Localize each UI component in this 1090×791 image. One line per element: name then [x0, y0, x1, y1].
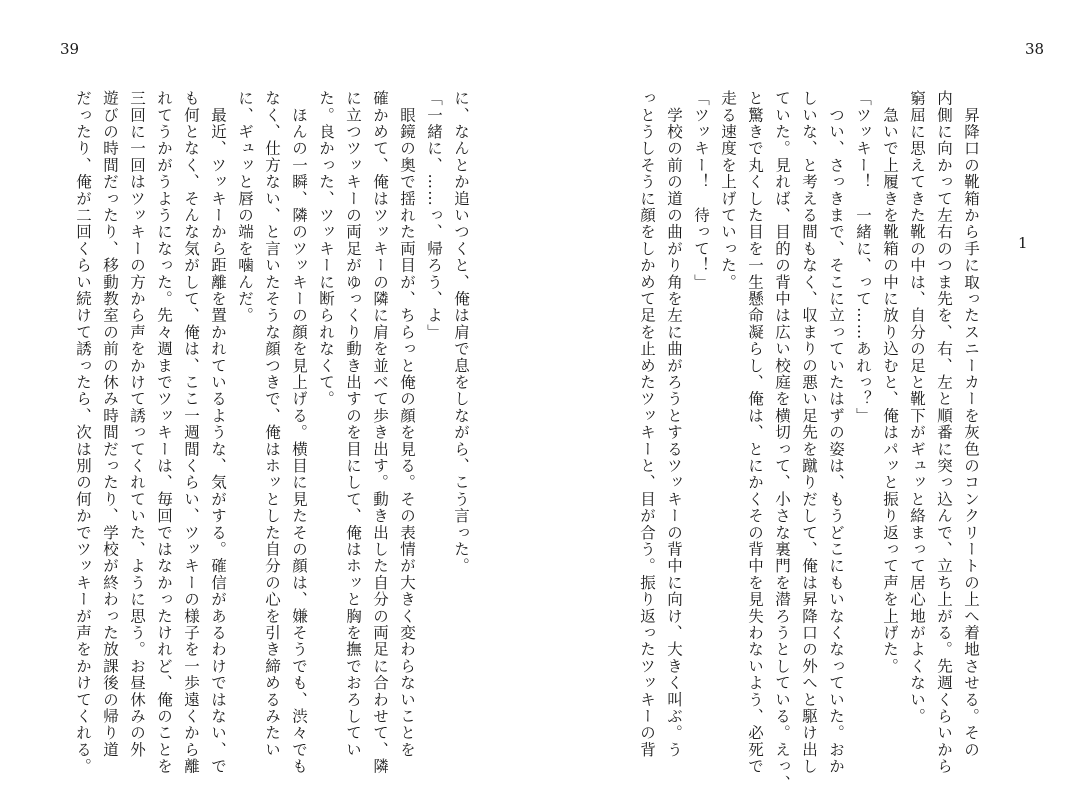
text-line: 最近、ツッキーから距離を置かれているような、気がする。確信があるわけではない、で [209, 90, 227, 775]
text-line: 「ツッキー！ 一緒に、って……あれっ？」 [854, 90, 872, 424]
text-line: ていた。見れば、目的の背中は広い校庭を横切って、小さな裏門を潜ろうとしている。えっ、 [773, 90, 791, 791]
text-line: 眼鏡の奥で揺れた両目が、ちらっと俺の顔を見る。その表情が大きく変わらないことを [398, 90, 416, 758]
text-line: だったり、俺が二回くらい続けて誘ったら、次は別の何かでツッキーが声をかけてくれる。 [74, 90, 92, 775]
text-line: 走る速度を上げていった。 [719, 90, 737, 291]
text-line: なく、仕方ない、と言いたそうな顔つきで、俺はホッとした自分の心を引き締めるみたい [263, 90, 281, 758]
text-line: 「一緒に、……っ、帰ろう、よ」 [425, 90, 443, 341]
text-line: 「ツッキー！ 待って！」 [692, 90, 710, 291]
page-number-left: 39 [60, 40, 80, 58]
text-line: 学校の前の道の曲がり角を左に曲がろうとするツッキーの背中に向け、大きく叫ぶ。う [665, 90, 683, 758]
text-line: た。良かった、ツッキーに断られなくて。 [317, 90, 335, 408]
text-line: 確かめて、俺はツッキーの隣に肩を並べて歩き出す。動き出した自分の両足に合わせて、隣 [371, 90, 389, 775]
chapter-number: 1 [1018, 234, 1028, 252]
text-line: れてうかがうようになった。先々週までツッキーは、毎回ではなかったけれど、俺のことを [155, 90, 173, 775]
text-line: も何となく、そんな気がして、俺は、ここ一週間くらい、ツッキーの様子を一歩遠くから離 [182, 90, 200, 775]
text-line: ほんの一瞬、隣のツッキーの顔を見上げる。横目に見たその顔は、嫌そうでも、渋々でも [290, 90, 308, 775]
text-line: っとうしそうに顔をしかめて足を止めたツッキーと、目が合う。振り返ったツッキーの背 [638, 90, 656, 758]
text-line: 窮屈に思えてきた靴の中は、自分の足と靴下がギュッと絡まって居心地がよくない。 [908, 90, 926, 725]
text-line: に、ギュッと唇の端を噛んだ。 [236, 90, 254, 324]
text-line: 昇降口の靴箱から手に取ったスニーカーを灰色のコンクリートの上へ着地させる。その [962, 90, 980, 758]
text-line: つい、さっきまで、そこに立っていたはずの姿は、もうどこにもいなくなっていた。おか [827, 90, 845, 775]
page-number-right: 38 [1025, 40, 1045, 58]
text-line: に、なんとか追いつくと、俺は肩で息をしながら、こう言った。 [452, 90, 470, 575]
text-line: と驚きで丸くした目を一生懸命凝らし、俺は、とにかくその背中を見失わないよう、必死で [746, 90, 764, 775]
text-line: 三回に一回はツッキーの方から声をかけて誘ってくれていた、ように思う。お昼休みの外 [128, 90, 146, 758]
text-line: に立つツッキーの両足がゆっくり動き出すのを目にして、俺はホッと胸を撫でおろしてい [344, 90, 362, 758]
text-line: 内側に向かって左右のつま先を、右、左と順番に突っ込んで、立ち上がる。先週くらいから [935, 90, 953, 775]
text-line: しいな、と考える間もなく、収まりの悪い足先を蹴りだして、俺は昇降口の外へと駆け出し [800, 90, 818, 775]
text-line: 遊びの時間だったり、移動教室の前の休み時間だったり、学校が終わった放課後の帰り道 [101, 90, 119, 758]
text-line: 急いで上履きを靴箱の中に放り込むと、俺はパッと振り返って声を上げた。 [881, 90, 899, 675]
